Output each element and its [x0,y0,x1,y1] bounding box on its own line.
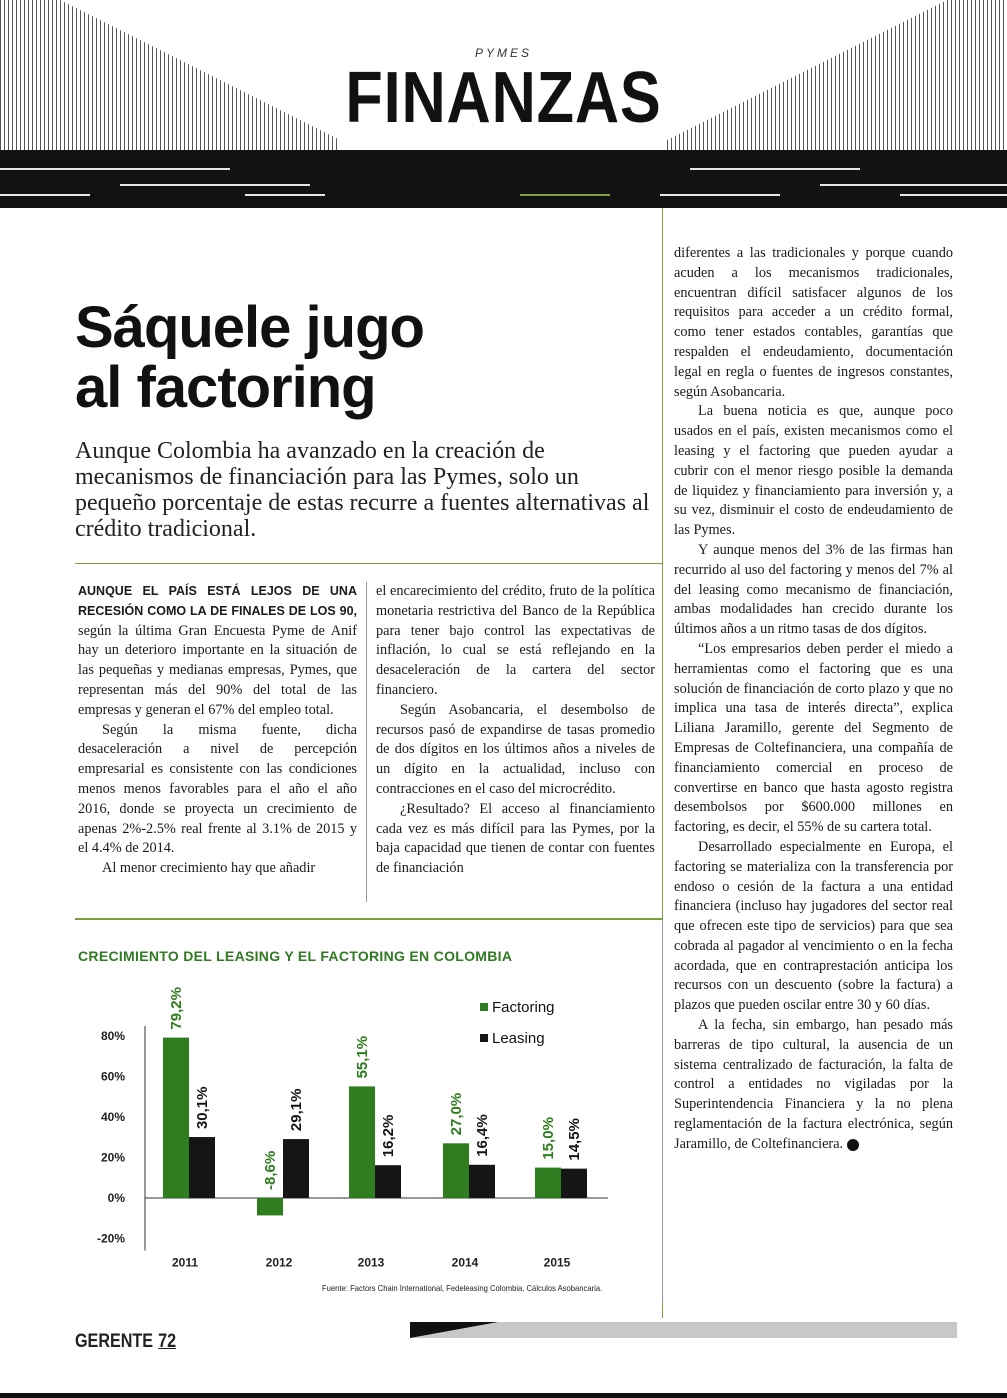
y-tick-label: -20% [96,1231,125,1246]
footer-brand-name: GERENTE [75,1331,154,1352]
data-label: 79,2% [168,987,185,1030]
factoring-bar [163,1038,189,1198]
legend-label: Leasing [492,1030,545,1047]
column-1 [78,582,357,879]
lead-divider [75,563,662,564]
data-label: 29,1% [288,1088,305,1132]
legend-swatch [480,1003,488,1011]
column-3 [674,244,953,1155]
data-label: 16,2% [380,1114,397,1158]
paragraph: Al menor crecimiento hay que añadir [102,860,316,877]
y-tick-label: 80% [100,1029,125,1043]
article-title-line1: Sáquele jugo [75,295,424,360]
x-tick-label: 2011 [171,1255,199,1270]
leasing-bar [561,1169,587,1198]
y-tick-label: 60% [100,1069,125,1084]
y-tick-label: 0% [107,1191,125,1205]
column-separator [366,582,367,902]
band-accent-line [520,194,610,196]
paragraph: ¿Resultado? El acceso al financiamiento cada vez es más difícil para las Pymes, por la baja capacidad que tienen de contar con fuentes de financiación [376,800,655,877]
header-band [0,150,1007,208]
leasing-bar [283,1139,309,1198]
paragraph: diferentes a las tradicionales y porque cuando acuden a los mecanismos tradicionales, encuentran difícil satisfacer algunos de los requisitos para acceder a un crédito formal, como tener estados contables, garantías que respalden el endeudamiento, documentación legal en regla o fuentes de ingresos constantes, según Asobancaria. [674,245,953,400]
column-2 [376,582,655,879]
paragraph: el encarecimiento del crédito, fruto de la política monetaria restrictiva del Banco de la República para tener bajo control las expectativas de inflación, lo cual se está reflejando en la desaceleración de la cartera del sector financiero. [376,583,655,698]
factoring-bar [257,1198,283,1215]
data-label: 14,5% [566,1118,583,1161]
paragraph: La buena noticia es que, aunque poco usados en el país, existen mecanismos como el leasing y el factoring que pueden ayudar a cubrir con el menor riesgo posible la demanda de liquidez y financiamiento para inversión y, a su vez, disminuir el costo de endeudamiento de las Pymes. [674,403,953,539]
x-tick-label: 2014 [451,1255,479,1270]
factoring-bar [349,1086,375,1198]
band-line [900,194,1007,196]
article-title-line2: al factoring [75,355,376,420]
x-tick-label: 2015 [543,1255,571,1270]
end-mark-icon: G [847,1139,859,1151]
data-label: 15,0% [540,1117,557,1160]
y-tick-label: 20% [100,1150,125,1165]
data-label: -8,6% [262,1150,279,1190]
x-tick-label: 2012 [265,1255,293,1270]
legend-label: Factoring [492,999,555,1016]
band-line [0,194,90,196]
band-line [245,194,325,196]
paragraph: Según Asobancaria, el desembolso de recursos pasó de expandirse de tasas promedio de dos dígitos en los últimos años a niveles de un dígito en la actualidad, incluso con contracciones en el caso del microcrédito. [376,701,655,797]
section-title: FINANZAS [345,58,662,138]
data-label: 30,1% [194,1086,211,1130]
leasing-bar [189,1137,215,1198]
factoring-bar [535,1168,561,1198]
paragraph [78,582,357,721]
band-line [120,184,310,186]
article-lead: Aunque Colombia ha avanzado en la creación de mecanismos de financiación para las Pymes, solo un pequeño porcentaje de estas recurre a fuentes alternativas al crédito tradicional. [75,438,650,542]
footer-bar-accent [410,1322,498,1338]
x-tick-label: 2013 [357,1255,385,1270]
leasing-bar [469,1165,495,1198]
paragraph: “Los empresarios deben perder el miedo a herramientas como el factoring que es una solución de financiación de corto plazo y que no implica una tasa de interés directa”, explica Liliana Jaramillo, gerente del Segmento de Empresas de Coltefinanciera, una compañía de financiamiento comercial en proceso de convertirse en banco que hasta agosto registra desembolsos por $600.000 millones en factoring, es decir, el 55% de su cartera total. [674,640,953,836]
section-kicker: PYMES [474,46,532,60]
paragraph-text: A la fecha, sin embargo, han pesado más barreras de tipo cultural, la ausencia de un sistema centralizado de facturación, la falta de control a entidades no vigiladas por la Superintendencia Financiera y la no plena reglamentación de la factura electrónica, según Jaramillo, de Coltefinanciera. [674,1017,953,1152]
paragraph [674,1016,953,1155]
chart-source: Fuente: Factors Chain International, Fedeleasing Colombia, Cálculos Asobancaria. [322,1283,603,1293]
growth-chart [75,970,635,1280]
y-tick-label: 40% [100,1110,125,1124]
page-number: 72 [158,1331,177,1352]
bottom-rule [0,1393,1007,1398]
chart-title: CRECIMIENTO DEL LEASING Y EL FACTORING EN COLOMBIA [78,948,513,964]
band-line [820,184,1007,186]
data-label: 16,4% [474,1114,491,1157]
factoring-bar [443,1143,469,1198]
paragraph-text: según la última Gran Encuesta Pyme de Anif hay un deterioro importante en la situación de las pequeñas y medianas empresas, Pymes, que representan más del 90% del total de las empresas y generan el 67% del empleo total. [78,622,357,718]
lead-in: AUNQUE EL PAÍS ESTÁ LEJOS DE UNA RECESIÓN COMO LA DE FINALES DE LOS 90, [78,584,357,618]
data-label: 55,1% [354,1035,371,1079]
band-line [690,168,860,170]
band-line [0,168,230,170]
band-line [660,194,780,196]
legend-swatch [480,1034,488,1042]
paragraph: Desarrollado especialmente en Europa, el factoring se materializa con la transferencia por endoso o cesión de la factura a una entidad financiera (incluso hay jugadores del sector real que ofrecen este tipo de servicios) para que sea cobrada al pagador al vencimiento o en la fecha acordada, que en contraprestación anticipa los recursos con un descuento (sobre la factura) a plazos que pueden oscilar entre 30 y 60 días. [674,838,953,1014]
paragraph: Según la misma fuente, dicha desaceleración a nivel de percepción empresarial es consistente con las condiciones menos menos favorables para el año el año 2016, donde se proyecta un crecimiento de apenas 2%-2.5% real frente al 3.1% de 2015 y el 4.4% de 2014. [78,721,357,857]
article-title [75,295,424,420]
footer-brand [75,1331,176,1353]
paragraph: Y aunque menos del 3% de las firmas han recurrido al uso del factoring y menos del 7% al del leasing como mecanismo de financiación, ambas modalidades han crecido durante los últimos años a un ritmo tasas de dos dígitos. [674,541,953,638]
data-label: 27,0% [448,1092,465,1136]
leasing-bar [375,1165,401,1198]
